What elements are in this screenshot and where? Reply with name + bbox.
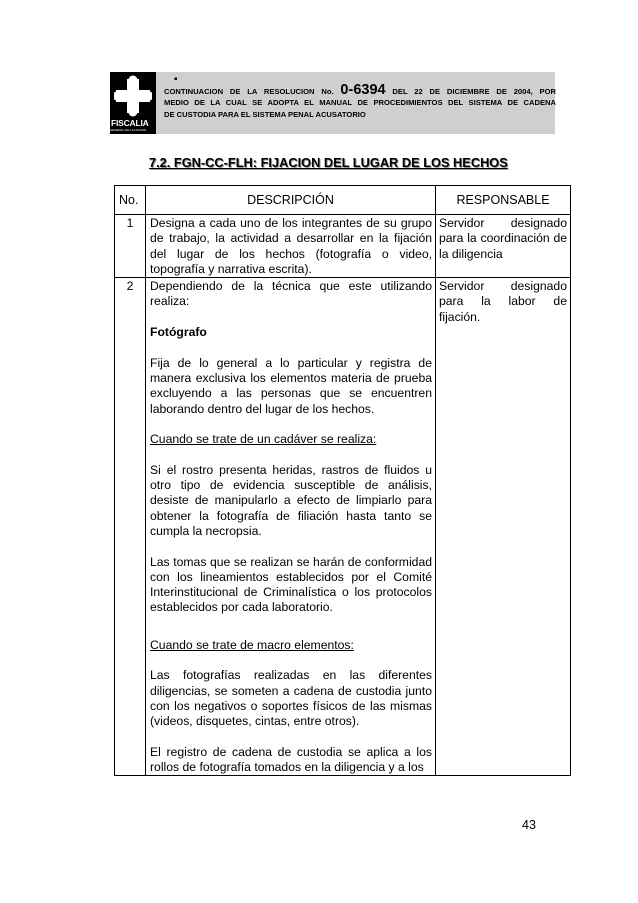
- page-number: 43: [522, 818, 536, 832]
- responsible-text: Servidor designado para la coordinación de la diligencia: [439, 216, 567, 261]
- document-header: [110, 72, 555, 134]
- header-line-1-pre: CONTINUACION DE LA RESOLUCION No.: [164, 87, 334, 96]
- row-number: 1: [115, 215, 146, 278]
- header-bullet: ▪: [174, 74, 178, 85]
- row-description: [146, 278, 436, 776]
- general-paragraph: Fija de lo general a lo particular y registra de manera exclusiva los elementos materia de prueba excluyendo a las personas que se encuentren laborando dentro del lugar de los hechos.: [150, 355, 432, 416]
- cadaver-heading: Cuando se trate de un cadáver se realiza:: [150, 432, 377, 447]
- col-header-responsible: RESPONSABLE: [436, 186, 571, 215]
- macro-heading: Cuando se trate de macro elementos:: [150, 637, 354, 652]
- row-number: 2: [115, 278, 146, 776]
- header-line-1-post: DEL 22 DE DICIEMBRE DE 2004, POR: [392, 87, 556, 96]
- header-line-1: [164, 82, 556, 98]
- col-header-description: DESCRIPCIÓN: [146, 186, 436, 215]
- fiscalia-logo: [110, 72, 156, 134]
- procedure-table: [114, 185, 571, 776]
- description-text: Designa a cada uno de los integrantes de su grupo de trabajo, la actividad a desarrollar en la fijación del lugar de los hechos (fotografía o video, topografía y narrativa escrita).: [150, 216, 432, 276]
- col-header-no: No.: [115, 186, 146, 215]
- intro-text: Dependiendo de la técnica que este utilizando realiza:: [150, 279, 432, 309]
- table-header-row: [115, 186, 571, 215]
- header-band: [156, 72, 555, 134]
- row-responsible: [436, 278, 571, 776]
- header-resolution-text: [164, 82, 556, 120]
- rostro-paragraph: Si el rostro presenta heridas, rastros de fluidos u otro tipo de evidencia susceptible de análisis, desiste de manipularlo a efecto de limpiarlo para obtener la fotografía de filiación hasta tanto se cumpla la necropsia.: [150, 462, 432, 538]
- responsible-text: Servidor designado para la labor de fijación.: [439, 279, 567, 324]
- logo-subtitle: GENERAL DE LA NACION: [110, 128, 147, 132]
- header-line-2: MEDIO DE LA CUAL SE ADOPTA EL MANUAL DE PROCEDIMIENTOS DEL SISTEMA DE CADENA: [164, 98, 556, 108]
- header-line-3: DE CUSTODIA PARA EL SISTEMA PENAL ACUSATORIO: [164, 109, 366, 119]
- table-row: [115, 278, 571, 776]
- registro-paragraph: El registro de cadena de custodia se aplica a los rollos de fotografía tomados en la diligencia y a los: [150, 744, 432, 775]
- puzzle-cross-icon: [114, 75, 152, 117]
- resolution-number: 0-6394: [340, 82, 386, 98]
- logo-wordmark: FISCALIA: [111, 118, 149, 128]
- tomas-paragraph: Las tomas que se realizan se harán de conformidad con los lineamientos establecidos por el Comité Interinstitucional de Criminalística o los protocolos establecidos por cada laboratorio.: [150, 554, 432, 615]
- row-responsible: [436, 215, 571, 278]
- fotos-paragraph: Las fotografías realizadas en las diferentes diligencias, se someten a cadena de custodia junto con los negativos o soportes físicos de las mismas (videos, disquetes, cintas, entre otros).: [150, 668, 432, 729]
- section-title: 7.2. FGN-CC-FLH: FIJACION DEL LUGAR DE LOS HECHOS: [149, 155, 508, 170]
- row-description: [146, 215, 436, 278]
- role-heading: Fotógrafo: [150, 325, 207, 340]
- table-row: [115, 215, 571, 278]
